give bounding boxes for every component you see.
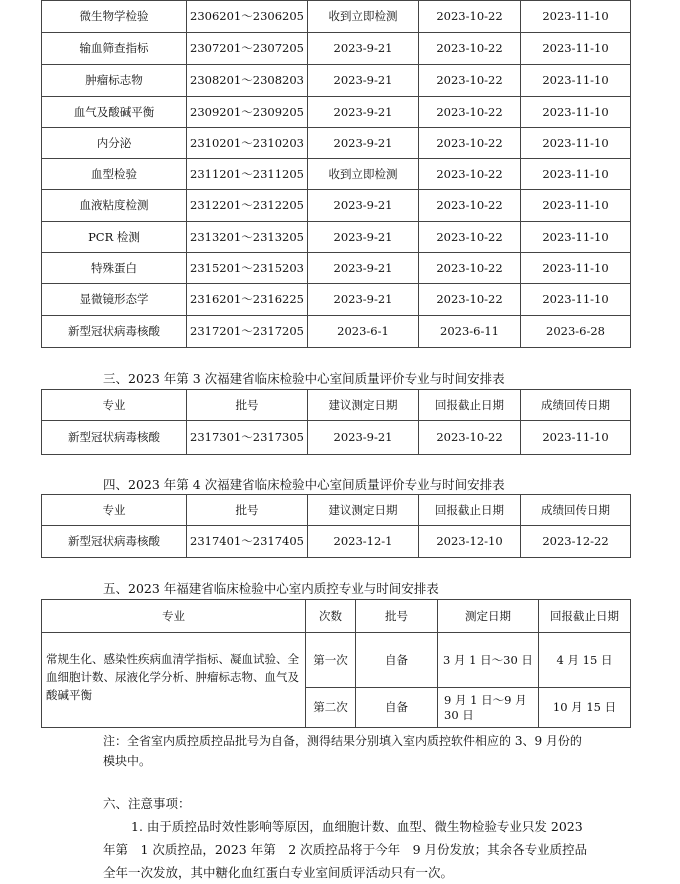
cell-batch: 2316201～2316225 [187,284,308,316]
cell-specialty: 新型冠状病毒核酸 [42,526,187,558]
cell-test-date: 2023-9-21 [308,421,419,455]
cell-specialty: 新型冠状病毒核酸 [42,316,187,348]
header-batch: 批号 [187,495,308,526]
section-3-title: 三、2023 年第 3 次福建省临床检验中心室间质量评价专业与时间安排表 [103,371,505,386]
cell-batch: 2312201～2312205 [187,190,308,222]
header-specialty: 专业 [42,495,187,526]
cell-test-date: 2023-9-21 [308,284,419,316]
cell-result-return-date: 2023-11-10 [521,190,631,222]
cell-batch: 2313201～2313205 [187,222,308,253]
table-row [42,190,631,222]
cell-test-date: 9 月 1 日～9 月 30 日 [438,688,539,728]
cell-report-deadline: 2023-10-22 [419,1,521,33]
cell-report-deadline: 2023-6-11 [419,316,521,348]
cell-batch: 2306201～2306205 [187,1,308,33]
table-row [42,97,631,128]
cell-report-deadline: 2023-10-22 [419,128,521,159]
section-6-paragraph: 1. 由于质控品时效性影响等原因，血细胞计数、血型、微生物检验专业只发 2023 年第 1 次质控品，2023 年第 2 次质控品将于今年 9 月份发放；其余各专业质控品全年一次发放，其中糖化血红蛋白专业室间质评活动只有一次。 [103,819,588,880]
header-result-return-date: 成绩回传日期 [521,390,631,421]
cell-report-deadline: 2023-10-22 [419,253,521,284]
cell-batch: 2309201～2309205 [187,97,308,128]
cell-result-return-date: 2023-6-28 [521,316,631,348]
cell-result-return-date: 2023-11-10 [521,222,631,253]
cell-test-date: 2023-9-21 [308,65,419,97]
header-report-deadline: 回报截止日期 [419,495,521,526]
header-report-deadline: 回报截止日期 [419,390,521,421]
cell-specialty: 输血筛查指标 [42,33,187,65]
cell-report-deadline: 2023-10-22 [419,33,521,65]
cell-test-date: 收到立即检测 [308,159,419,190]
cell-specialty: 特殊蛋白 [42,253,187,284]
header-batch: 批号 [187,390,308,421]
cell-specialty: PCR 检测 [42,222,187,253]
cell-times: 第一次 [306,633,356,688]
cell-specialty: 血气及酸碱平衡 [42,97,187,128]
cell-test-date: 2023-9-21 [308,222,419,253]
cell-test-date: 2023-9-21 [308,253,419,284]
cell-test-date: 2023-9-21 [308,97,419,128]
cell-batch: 自备 [356,688,438,728]
table-row [42,284,631,316]
section-5-note: 注：全省室内质控质控品批号为自备，测得结果分别填入室内质控软件相应的 3、9 月份的模块中。 [103,734,582,768]
header-specialty: 专业 [42,390,187,421]
cell-test-date: 2023-9-21 [308,128,419,159]
cell-specialty: 血型检验 [42,159,187,190]
cell-test-date: 收到立即检测 [308,1,419,33]
table-section-4 [41,494,631,558]
table-row [42,316,631,348]
cell-test-date: 3 月 1 日～30 日 [438,633,539,688]
cell-report-deadline: 2023-10-22 [419,421,521,455]
cell-test-date: 2023-12-1 [308,526,419,558]
cell-test-date: 2023-9-21 [308,33,419,65]
cell-batch: 2308201～2308203 [187,65,308,97]
cell-result-return-date: 2023-11-10 [521,421,631,455]
section-4-title: 四、2023 年第 4 次福建省临床检验中心室间质量评价专业与时间安排表 [103,477,505,492]
cell-batch: 2310201～2310203 [187,128,308,159]
table-section-5 [41,599,631,728]
cell-specialty: 血液粘度检测 [42,190,187,222]
table-section-2-continued [41,0,631,348]
cell-report-deadline: 10 月 15 日 [539,688,631,728]
table-row [42,1,631,33]
header-report-deadline: 回报截止日期 [539,600,631,633]
cell-batch: 2307201～2307205 [187,33,308,65]
section-6-title: 六、注意事项： [103,796,191,811]
header-times: 次数 [306,600,356,633]
cell-report-deadline: 2023-10-22 [419,222,521,253]
header-test-date: 建议测定日期 [308,495,419,526]
header-specialty: 专业 [42,600,306,633]
cell-report-deadline: 2023-10-22 [419,97,521,128]
cell-batch: 2311201～2311205 [187,159,308,190]
cell-result-return-date: 2023-11-10 [521,33,631,65]
cell-report-deadline: 2023-10-22 [419,65,521,97]
table-row [42,65,631,97]
cell-batch: 自备 [356,633,438,688]
cell-report-deadline: 2023-12-10 [419,526,521,558]
table-row [42,128,631,159]
cell-specialty: 肿瘤标志物 [42,65,187,97]
cell-specialty: 微生物学检验 [42,1,187,33]
cell-result-return-date: 2023-12-22 [521,526,631,558]
cell-times: 第二次 [306,688,356,728]
header-batch: 批号 [356,600,438,633]
cell-report-deadline: 2023-10-22 [419,190,521,222]
table-row [42,159,631,190]
header-result-return-date: 成绩回传日期 [521,495,631,526]
table-row [42,253,631,284]
cell-test-date: 2023-9-21 [308,190,419,222]
cell-batch: 2315201～2315203 [187,253,308,284]
cell-specialty: 新型冠状病毒核酸 [42,421,187,455]
cell-batch: 2317201～2317205 [187,316,308,348]
cell-result-return-date: 2023-11-10 [521,1,631,33]
cell-result-return-date: 2023-11-10 [521,159,631,190]
cell-report-deadline: 2023-10-22 [419,159,521,190]
cell-test-date: 2023-6-1 [308,316,419,348]
cell-result-return-date: 2023-11-10 [521,97,631,128]
cell-specialty: 内分泌 [42,128,187,159]
cell-report-deadline: 4 月 15 日 [539,633,631,688]
cell-specialty-list: 常规生化、感染性疾病血清学指标、凝血试验、全血细胞计数、尿液化学分析、肿瘤标志物、血气及酸碱平衡 [42,633,306,728]
table-section-3 [41,389,631,455]
cell-result-return-date: 2023-11-10 [521,253,631,284]
table-row [42,33,631,65]
cell-batch: 2317401～2317405 [187,526,308,558]
cell-result-return-date: 2023-11-10 [521,284,631,316]
cell-result-return-date: 2023-11-10 [521,65,631,97]
cell-specialty: 显微镜形态学 [42,284,187,316]
header-test-date: 建议测定日期 [308,390,419,421]
cell-report-deadline: 2023-10-22 [419,284,521,316]
table-row [42,222,631,253]
section-5-title: 五、2023 年福建省临床检验中心室内质控专业与时间安排表 [103,581,439,596]
cell-batch: 2317301～2317305 [187,421,308,455]
header-test-date: 测定日期 [438,600,539,633]
cell-result-return-date: 2023-11-10 [521,128,631,159]
